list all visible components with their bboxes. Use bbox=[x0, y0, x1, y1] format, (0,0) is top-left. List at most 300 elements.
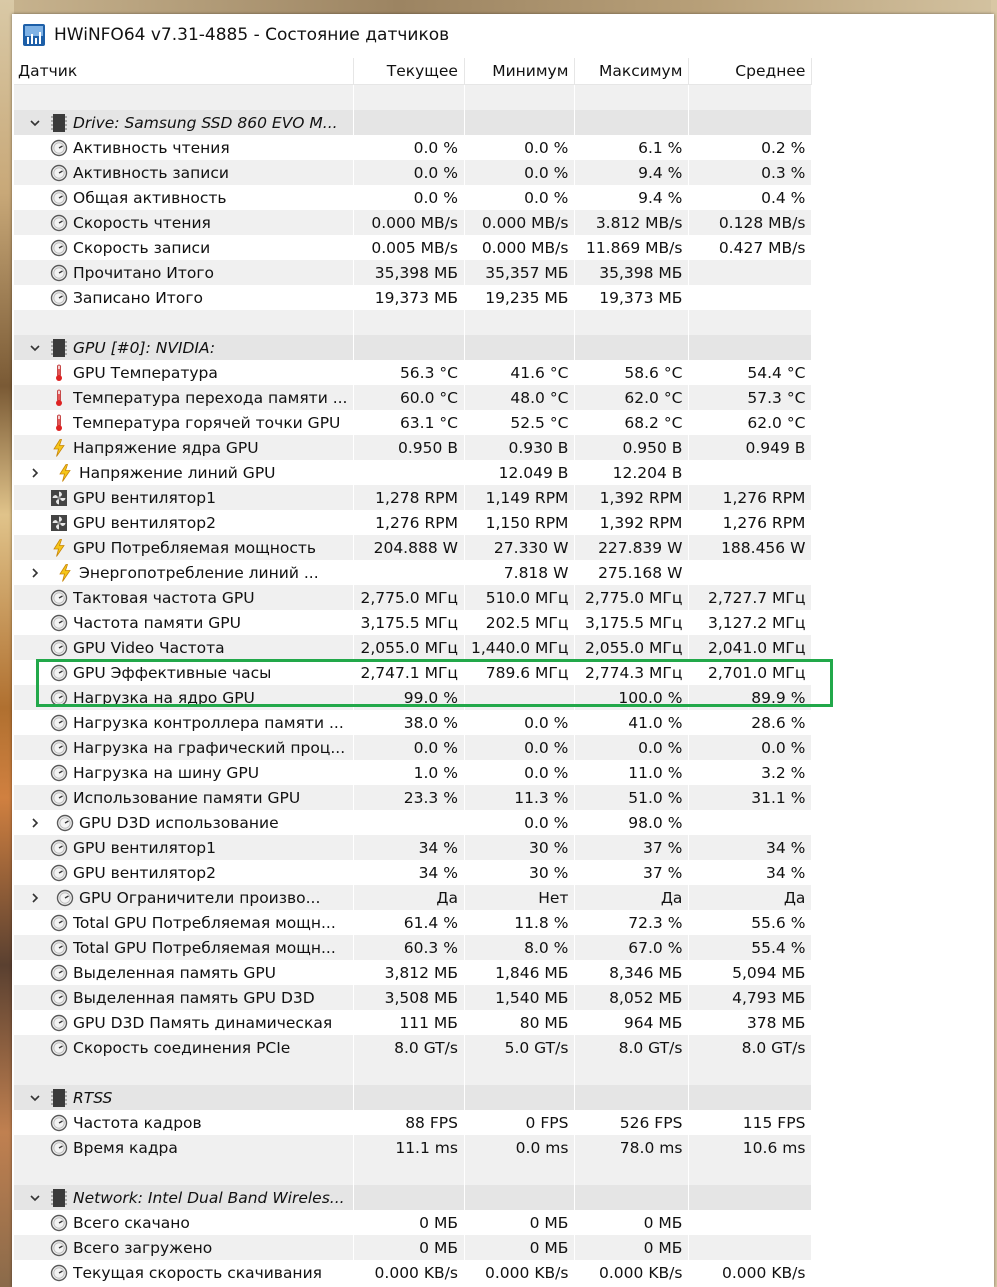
clock-icon bbox=[50, 1239, 68, 1257]
clock-icon bbox=[50, 639, 68, 657]
sensor-row[interactable] bbox=[14, 810, 812, 835]
clock-icon bbox=[50, 964, 68, 982]
sensor-group-header[interactable] bbox=[14, 110, 812, 135]
sensor-name-cell bbox=[14, 160, 354, 185]
sensor-name-cell bbox=[14, 685, 354, 710]
spacer-row bbox=[14, 85, 812, 111]
minimum-value-cell: 1,846 МБ bbox=[464, 960, 574, 985]
current-value-cell: 1,276 RPM bbox=[354, 510, 464, 535]
sensor-row[interactable] bbox=[14, 1110, 812, 1135]
average-value-cell: 4,793 МБ bbox=[689, 985, 812, 1010]
minimum-value-cell: 0 FPS bbox=[464, 1110, 574, 1135]
sensor-name-cell bbox=[14, 760, 354, 785]
current-value-cell: 0.005 MB/s bbox=[354, 235, 464, 260]
maximum-value-cell: 9.4 % bbox=[575, 185, 689, 210]
empty-cell bbox=[14, 1060, 354, 1085]
maximum-value-cell: 12.204 В bbox=[575, 460, 689, 485]
current-value-cell: 3,508 МБ bbox=[354, 985, 464, 1010]
empty-cell bbox=[689, 1085, 812, 1110]
sensor-label: Прочитано Итого bbox=[73, 263, 215, 282]
sensor-label: GPU Эффективные часы bbox=[73, 663, 272, 682]
sensor-label: GPU D3D использование bbox=[79, 813, 279, 832]
sensor-name-cell bbox=[14, 485, 354, 510]
chip-icon bbox=[50, 1089, 68, 1107]
sensor-row[interactable] bbox=[14, 235, 812, 260]
current-value-cell: 35,398 МБ bbox=[354, 260, 464, 285]
sensor-row[interactable] bbox=[14, 910, 812, 935]
group-name-cell[interactable] bbox=[14, 1185, 354, 1210]
maximum-value-cell: 41.0 % bbox=[575, 710, 689, 735]
maximum-value-cell: 9.4 % bbox=[575, 160, 689, 185]
minimum-value-cell: 0.0 % bbox=[464, 135, 574, 160]
empty-cell bbox=[689, 85, 812, 111]
maximum-value-cell: 11.0 % bbox=[575, 760, 689, 785]
chevron-right-icon[interactable] bbox=[20, 892, 50, 904]
sensor-group-header[interactable] bbox=[14, 335, 812, 360]
sensor-group-header[interactable] bbox=[14, 1085, 812, 1110]
current-value-cell: 3,812 МБ bbox=[354, 960, 464, 985]
group-label: GPU [#0]: NVIDIA: bbox=[73, 338, 216, 357]
maximum-value-cell: Да bbox=[575, 885, 689, 910]
sensor-name-cell bbox=[14, 185, 354, 210]
maximum-value-cell: 35,398 МБ bbox=[575, 260, 689, 285]
sensor-group-header[interactable] bbox=[14, 1185, 812, 1210]
current-value-cell: 204.888 W bbox=[354, 535, 464, 560]
current-value-cell: 60.0 °C bbox=[354, 385, 464, 410]
empty-cell bbox=[354, 310, 464, 335]
current-value-cell: 111 МБ bbox=[354, 1010, 464, 1035]
current-value-cell: Да bbox=[354, 885, 464, 910]
clock-icon bbox=[50, 789, 68, 807]
maximum-value-cell: 37 % bbox=[575, 835, 689, 860]
empty-cell bbox=[354, 85, 464, 111]
sensor-row[interactable] bbox=[14, 885, 812, 910]
sensor-label: Записано Итого bbox=[73, 288, 203, 307]
current-value-cell: 11.1 ms bbox=[354, 1135, 464, 1160]
current-value-cell: 2,775.0 МГц bbox=[354, 585, 464, 610]
sensor-row[interactable] bbox=[14, 760, 812, 785]
chevron-down-icon[interactable] bbox=[20, 342, 50, 354]
sensor-name-cell bbox=[14, 1010, 354, 1035]
sensor-row[interactable] bbox=[14, 535, 812, 560]
average-value-cell: 5,094 МБ bbox=[689, 960, 812, 985]
minimum-value-cell: 30 % bbox=[464, 860, 574, 885]
sensor-name-cell bbox=[14, 460, 354, 485]
lightning-icon bbox=[50, 439, 68, 457]
clock-icon bbox=[50, 239, 68, 257]
chevron-down-icon[interactable] bbox=[20, 1192, 50, 1204]
sensor-name-cell bbox=[14, 135, 354, 160]
empty-cell bbox=[354, 1085, 464, 1110]
sensor-label: Напряжение линий GPU bbox=[79, 463, 276, 482]
minimum-value-cell: 80 МБ bbox=[464, 1010, 574, 1035]
sensor-row[interactable] bbox=[14, 685, 812, 710]
empty-cell bbox=[354, 1060, 464, 1085]
sensor-label: GPU Потребляемая мощность bbox=[73, 538, 317, 557]
minimum-value-cell: 19,235 МБ bbox=[464, 285, 574, 310]
clock-icon bbox=[50, 1214, 68, 1232]
average-value-cell: 2,701.0 МГц bbox=[689, 660, 812, 685]
sensor-row[interactable] bbox=[14, 410, 812, 435]
minimum-value-cell: Нет bbox=[464, 885, 574, 910]
maximum-value-cell: 1,392 RPM bbox=[575, 510, 689, 535]
sensor-label: GPU D3D Память динамическая bbox=[73, 1013, 333, 1032]
clock-icon bbox=[56, 889, 74, 907]
average-value-cell: 28.6 % bbox=[689, 710, 812, 735]
minimum-value-cell: 0.000 MB/s bbox=[464, 210, 574, 235]
current-value-cell bbox=[354, 810, 464, 835]
sensor-name-cell bbox=[14, 585, 354, 610]
maximum-value-cell: 2,774.3 МГц bbox=[575, 660, 689, 685]
minimum-value-cell: 1,150 RPM bbox=[464, 510, 574, 535]
maximum-value-cell: 0.950 В bbox=[575, 435, 689, 460]
average-value-cell: 3,127.2 МГц bbox=[689, 610, 812, 635]
current-value-cell: 2,055.0 МГц bbox=[354, 635, 464, 660]
lightning-icon bbox=[50, 539, 68, 557]
current-value-cell: 1.0 % bbox=[354, 760, 464, 785]
group-label: Drive: Samsung SSD 860 EVO M... bbox=[73, 113, 338, 132]
sensor-name-cell bbox=[14, 1260, 354, 1285]
maximum-value-cell: 58.6 °C bbox=[575, 360, 689, 385]
sensor-row[interactable] bbox=[14, 960, 812, 985]
current-value-cell: 0 МБ bbox=[354, 1235, 464, 1260]
blank-row bbox=[14, 1060, 812, 1085]
sensor-row[interactable] bbox=[14, 610, 812, 635]
sensor-label: Скорость записи bbox=[73, 238, 211, 257]
current-value-cell: 0.0 % bbox=[354, 735, 464, 760]
average-value-cell bbox=[689, 1210, 812, 1235]
sensor-row[interactable] bbox=[14, 510, 812, 535]
current-value-cell: 1,278 RPM bbox=[354, 485, 464, 510]
clock-icon bbox=[50, 1139, 68, 1157]
sensor-label: Температура горячей точки GPU bbox=[73, 413, 341, 432]
sensor-row[interactable] bbox=[14, 460, 812, 485]
sensor-row[interactable] bbox=[14, 1135, 812, 1160]
sensor-name-cell bbox=[14, 1135, 354, 1160]
sensor-name-cell bbox=[14, 735, 354, 760]
average-value-cell bbox=[689, 285, 812, 310]
maximum-value-cell: 67.0 % bbox=[575, 935, 689, 960]
sensor-name-cell bbox=[14, 435, 354, 460]
column-header-minimum[interactable]: Минимум bbox=[464, 58, 574, 85]
maximum-value-cell: 6.1 % bbox=[575, 135, 689, 160]
sensor-row[interactable] bbox=[14, 785, 812, 810]
clock-icon bbox=[50, 864, 68, 882]
empty-cell bbox=[354, 335, 464, 360]
column-header-maximum[interactable]: Максимум bbox=[575, 58, 689, 85]
empty-cell bbox=[464, 1060, 574, 1085]
current-value-cell: 23.3 % bbox=[354, 785, 464, 810]
sensor-row[interactable] bbox=[14, 985, 812, 1010]
sensor-label: Температура перехода памяти ... bbox=[73, 388, 348, 407]
current-value-cell: 34 % bbox=[354, 835, 464, 860]
minimum-value-cell: 27.330 W bbox=[464, 535, 574, 560]
sensor-row[interactable] bbox=[14, 560, 812, 585]
clock-icon bbox=[50, 139, 68, 157]
clock-icon bbox=[50, 1014, 68, 1032]
sensor-row[interactable] bbox=[14, 385, 812, 410]
fan-icon bbox=[50, 514, 68, 532]
minimum-value-cell: 11.8 % bbox=[464, 910, 574, 935]
sensor-row[interactable] bbox=[14, 435, 812, 460]
sensor-name-cell bbox=[14, 810, 354, 835]
empty-cell bbox=[354, 1185, 464, 1210]
current-value-cell: 63.1 °C bbox=[354, 410, 464, 435]
average-value-cell: 2,041.0 МГц bbox=[689, 635, 812, 660]
minimum-value-cell: 30 % bbox=[464, 835, 574, 860]
sensor-name-cell bbox=[14, 260, 354, 285]
group-name-cell[interactable] bbox=[14, 335, 354, 360]
maximum-value-cell: 51.0 % bbox=[575, 785, 689, 810]
clock-icon bbox=[50, 764, 68, 782]
maximum-value-cell: 0 МБ bbox=[575, 1235, 689, 1260]
sensor-label: Total GPU Потребляемая мощн... bbox=[73, 938, 336, 957]
sensor-name-cell bbox=[14, 910, 354, 935]
minimum-value-cell: 0.0 % bbox=[464, 185, 574, 210]
average-value-cell: 1,276 RPM bbox=[689, 510, 812, 535]
average-value-cell: 34 % bbox=[689, 860, 812, 885]
minimum-value-cell: 35,357 МБ bbox=[464, 260, 574, 285]
current-value-cell bbox=[354, 560, 464, 585]
average-value-cell: 188.456 W bbox=[689, 535, 812, 560]
maximum-value-cell: 68.2 °C bbox=[575, 410, 689, 435]
chevron-right-icon[interactable] bbox=[20, 567, 50, 579]
sensor-name-cell bbox=[14, 1235, 354, 1260]
current-value-cell: 0 МБ bbox=[354, 1210, 464, 1235]
sensor-row[interactable] bbox=[14, 660, 812, 685]
sensor-label: Нагрузка контроллера памяти ... bbox=[73, 713, 344, 732]
minimum-value-cell: 7.818 W bbox=[464, 560, 574, 585]
clock-icon bbox=[56, 814, 74, 832]
maximum-value-cell: 98.0 % bbox=[575, 810, 689, 835]
current-value-cell: 8.0 GT/s bbox=[354, 1035, 464, 1060]
thermometer-icon bbox=[50, 389, 68, 407]
hwinfo-app-icon bbox=[22, 23, 46, 47]
empty-cell bbox=[575, 1060, 689, 1085]
current-value-cell: 99.0 % bbox=[354, 685, 464, 710]
sensor-label: Скорость чтения bbox=[73, 213, 211, 232]
sensor-row[interactable] bbox=[14, 835, 812, 860]
sensor-row[interactable] bbox=[14, 360, 812, 385]
sensor-table bbox=[14, 58, 812, 1285]
empty-cell bbox=[689, 1185, 812, 1210]
title-bar[interactable] bbox=[12, 14, 994, 56]
sensor-label: Общая активность bbox=[73, 188, 227, 207]
clock-icon bbox=[50, 989, 68, 1007]
average-value-cell: 0.4 % bbox=[689, 185, 812, 210]
sensor-name-cell bbox=[14, 510, 354, 535]
group-name-cell[interactable] bbox=[14, 110, 354, 135]
empty-cell bbox=[575, 85, 689, 111]
current-value-cell: 3,175.5 МГц bbox=[354, 610, 464, 635]
maximum-value-cell: 3.812 MB/s bbox=[575, 210, 689, 235]
clock-icon bbox=[50, 264, 68, 282]
column-header-row bbox=[14, 58, 812, 85]
group-name-cell[interactable] bbox=[14, 1085, 354, 1110]
current-value-cell: 0.000 MB/s bbox=[354, 210, 464, 235]
minimum-value-cell: 510.0 МГц bbox=[464, 585, 574, 610]
average-value-cell: 34 % bbox=[689, 835, 812, 860]
average-value-cell: 0.949 В bbox=[689, 435, 812, 460]
minimum-value-cell: 0 МБ bbox=[464, 1235, 574, 1260]
sensor-label: Активность чтения bbox=[73, 138, 230, 157]
sensor-row[interactable] bbox=[14, 260, 812, 285]
sensor-name-cell bbox=[14, 235, 354, 260]
sensor-label: Активность записи bbox=[73, 163, 229, 182]
average-value-cell: 2,727.7 МГц bbox=[689, 585, 812, 610]
sensor-row[interactable] bbox=[14, 1260, 812, 1285]
sensor-name-cell bbox=[14, 410, 354, 435]
lightning-icon bbox=[56, 464, 74, 482]
minimum-value-cell: 0.0 % bbox=[464, 160, 574, 185]
sensor-row[interactable] bbox=[14, 1235, 812, 1260]
sensor-row[interactable] bbox=[14, 210, 812, 235]
sensor-label: Выделенная память GPU D3D bbox=[73, 988, 315, 1007]
sensor-label: GPU вентилятор1 bbox=[73, 838, 216, 857]
empty-cell bbox=[464, 110, 574, 135]
empty-cell bbox=[464, 310, 574, 335]
average-value-cell: 1,276 RPM bbox=[689, 485, 812, 510]
minimum-value-cell: 0.0 % bbox=[464, 735, 574, 760]
sensor-row[interactable] bbox=[14, 860, 812, 885]
empty-cell bbox=[575, 335, 689, 360]
sensor-label: Энергопотребление линий ... bbox=[79, 563, 319, 582]
sensor-label: Всего загружено bbox=[73, 1238, 213, 1257]
maximum-value-cell: 37 % bbox=[575, 860, 689, 885]
current-value-cell: 60.3 % bbox=[354, 935, 464, 960]
minimum-value-cell: 1,540 МБ bbox=[464, 985, 574, 1010]
average-value-cell: Да bbox=[689, 885, 812, 910]
sensor-row[interactable] bbox=[14, 285, 812, 310]
average-value-cell: 0.0 % bbox=[689, 735, 812, 760]
minimum-value-cell: 5.0 GT/s bbox=[464, 1035, 574, 1060]
minimum-value-cell: 0 МБ bbox=[464, 1210, 574, 1235]
current-value-cell bbox=[354, 460, 464, 485]
sensor-row[interactable] bbox=[14, 710, 812, 735]
sensor-label: Скорость соединения PCIe bbox=[73, 1038, 291, 1057]
maximum-value-cell: 62.0 °C bbox=[575, 385, 689, 410]
clock-icon bbox=[50, 214, 68, 232]
average-value-cell: 0.000 KB/s bbox=[689, 1260, 812, 1285]
clock-icon bbox=[50, 664, 68, 682]
current-value-cell: 0.0 % bbox=[354, 185, 464, 210]
sensor-row[interactable] bbox=[14, 735, 812, 760]
sensor-label: Использование памяти GPU bbox=[73, 788, 301, 807]
current-value-cell: 88 FPS bbox=[354, 1110, 464, 1135]
chevron-down-icon[interactable] bbox=[20, 117, 50, 129]
average-value-cell: 8.0 GT/s bbox=[689, 1035, 812, 1060]
sensor-label: Нагрузка на шину GPU bbox=[73, 763, 260, 782]
clock-icon bbox=[50, 839, 68, 857]
sensor-row[interactable] bbox=[14, 585, 812, 610]
empty-cell bbox=[575, 1185, 689, 1210]
average-value-cell bbox=[689, 560, 812, 585]
clock-icon bbox=[50, 1039, 68, 1057]
chevron-right-icon[interactable] bbox=[20, 467, 50, 479]
clock-icon bbox=[50, 289, 68, 307]
empty-cell bbox=[464, 1185, 574, 1210]
sensor-name-cell bbox=[14, 885, 354, 910]
sensor-row[interactable] bbox=[14, 160, 812, 185]
minimum-value-cell: 1,440.0 МГц bbox=[464, 635, 574, 660]
minimum-value-cell: 52.5 °C bbox=[464, 410, 574, 435]
maximum-value-cell: 2,775.0 МГц bbox=[575, 585, 689, 610]
minimum-value-cell: 0.0 ms bbox=[464, 1135, 574, 1160]
empty-cell bbox=[689, 1160, 812, 1185]
minimum-value-cell: 1,149 RPM bbox=[464, 485, 574, 510]
sensor-row[interactable] bbox=[14, 1210, 812, 1235]
sensor-label: Нагрузка на ядро GPU bbox=[73, 688, 255, 707]
clock-icon bbox=[50, 589, 68, 607]
sensor-row[interactable] bbox=[14, 185, 812, 210]
column-header-sensor[interactable]: Датчик bbox=[14, 58, 354, 85]
average-value-cell: 378 МБ bbox=[689, 1010, 812, 1035]
sensor-label: Текущая скорость скачивания bbox=[73, 1263, 322, 1282]
maximum-value-cell: 2,055.0 МГц bbox=[575, 635, 689, 660]
sensor-row[interactable] bbox=[14, 485, 812, 510]
chip-icon bbox=[50, 1189, 68, 1207]
maximum-value-cell: 8,346 МБ bbox=[575, 960, 689, 985]
clock-icon bbox=[50, 689, 68, 707]
sensor-label: Total GPU Потребляемая мощн... bbox=[73, 913, 336, 932]
sensor-label: GPU Температура bbox=[73, 363, 218, 382]
column-header-average[interactable]: Среднее bbox=[689, 58, 812, 85]
minimum-value-cell: 0.000 KB/s bbox=[464, 1260, 574, 1285]
sensor-row[interactable] bbox=[14, 1035, 812, 1060]
average-value-cell bbox=[689, 260, 812, 285]
chip-icon bbox=[50, 339, 68, 357]
average-value-cell: 0.128 MB/s bbox=[689, 210, 812, 235]
sensor-name-cell bbox=[14, 960, 354, 985]
current-value-cell: 0.950 В bbox=[354, 435, 464, 460]
sensor-row[interactable] bbox=[14, 635, 812, 660]
chip-icon bbox=[50, 114, 68, 132]
sensor-name-cell bbox=[14, 1035, 354, 1060]
chevron-down-icon[interactable] bbox=[20, 1092, 50, 1104]
maximum-value-cell: 8.0 GT/s bbox=[575, 1035, 689, 1060]
average-value-cell: 54.4 °C bbox=[689, 360, 812, 385]
average-value-cell: 31.1 % bbox=[689, 785, 812, 810]
sensor-name-cell bbox=[14, 360, 354, 385]
minimum-value-cell: 0.000 MB/s bbox=[464, 235, 574, 260]
sensor-row[interactable] bbox=[14, 935, 812, 960]
empty-cell bbox=[14, 85, 354, 111]
maximum-value-cell: 78.0 ms bbox=[575, 1135, 689, 1160]
minimum-value-cell: 202.5 МГц bbox=[464, 610, 574, 635]
maximum-value-cell: 526 FPS bbox=[575, 1110, 689, 1135]
current-value-cell: 38.0 % bbox=[354, 710, 464, 735]
clock-icon bbox=[50, 1264, 68, 1282]
average-value-cell: 55.4 % bbox=[689, 935, 812, 960]
sensor-label: Нагрузка на графический проц... bbox=[73, 738, 346, 757]
current-value-cell: 2,747.1 МГц bbox=[354, 660, 464, 685]
current-value-cell: 34 % bbox=[354, 860, 464, 885]
chevron-right-icon[interactable] bbox=[20, 817, 50, 829]
sensor-name-cell bbox=[14, 710, 354, 735]
maximum-value-cell: 227.839 W bbox=[575, 535, 689, 560]
minimum-value-cell: 0.0 % bbox=[464, 810, 574, 835]
sensor-label: GPU Ограничители произво... bbox=[79, 888, 321, 907]
maximum-value-cell: 0.0 % bbox=[575, 735, 689, 760]
maximum-value-cell: 0.000 KB/s bbox=[575, 1260, 689, 1285]
sensor-label: GPU вентилятор2 bbox=[73, 513, 216, 532]
minimum-value-cell: 12.049 В bbox=[464, 460, 574, 485]
column-header-current[interactable]: Текущее bbox=[354, 58, 464, 85]
empty-cell bbox=[354, 1160, 464, 1185]
group-label: RTSS bbox=[73, 1088, 113, 1107]
sensor-row[interactable] bbox=[14, 1010, 812, 1035]
sensor-row[interactable] bbox=[14, 135, 812, 160]
